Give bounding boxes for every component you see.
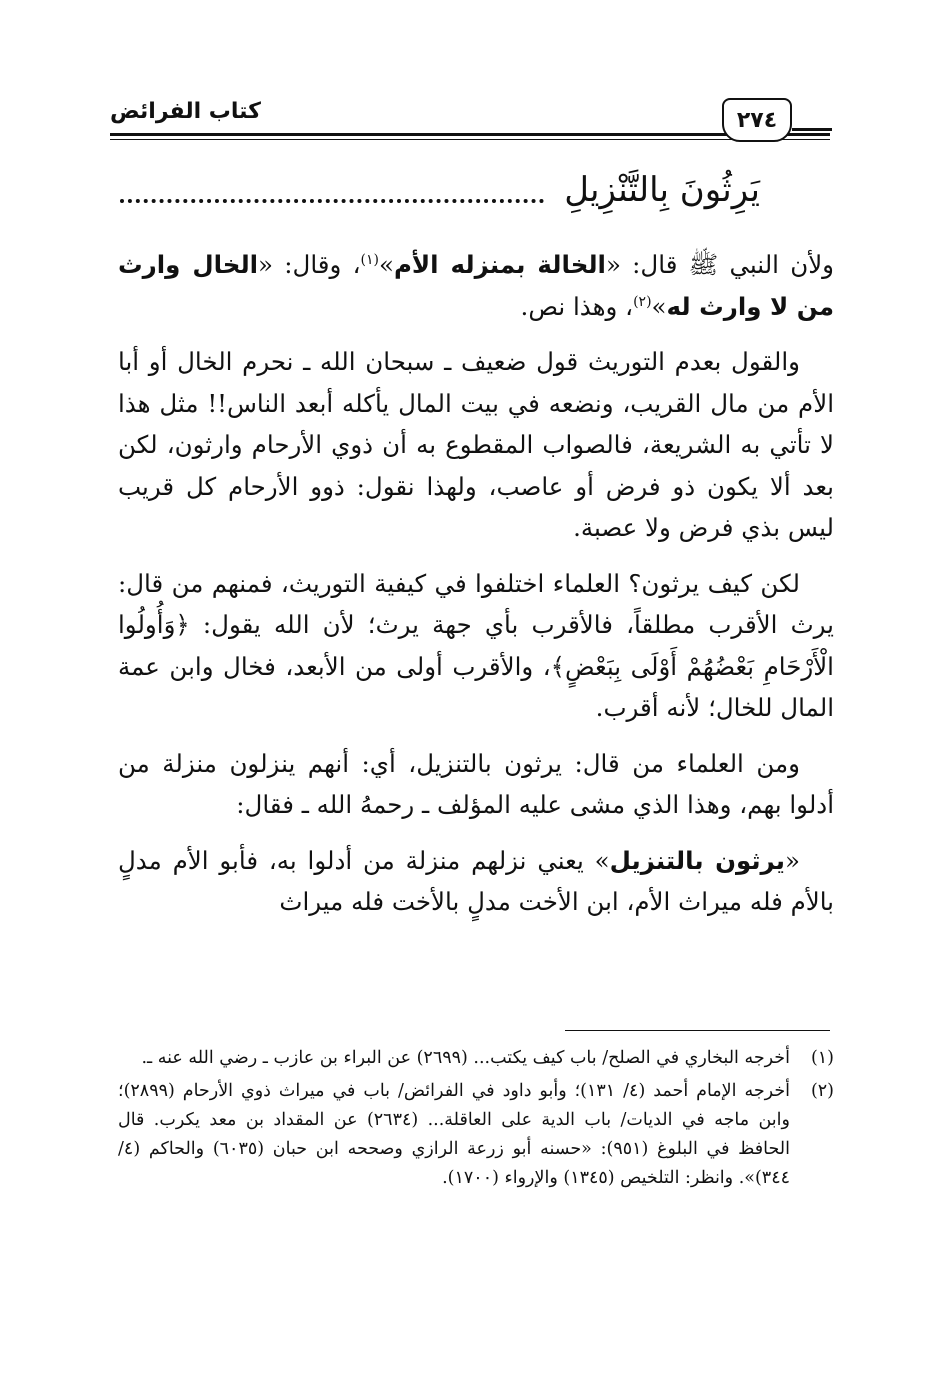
footnote-number: (١) (810, 1048, 834, 1068)
footnote-rule (565, 1030, 830, 1031)
footnote-text: أخرجه الإمام أحمد (٤/ ١٣١)؛ وأبو داود في الفرائض/ باب في ميراث ذوي الأرحام (٢٨٩٩)؛ وابن ماجه في الديات/ باب الدية على العاقلة... (٢٦٣٤) عن المقداد بن معد يكرب. قال الحافظ في البلوغ (٩٥١): «حسنه أبو زرعة الرازي وصححه ابن حبان (٦٠٣٥) والحاكم (٤/ ٣٤٤)». وانظر: التلخيص (١٣٤٥) والإرواء (١٧٠٠). (118, 1081, 790, 1188)
p1-text-c: » (378, 250, 394, 279)
page-number: ٢٧٤ (722, 98, 792, 142)
footnotes (118, 1044, 834, 1197)
page-number-bar (792, 128, 832, 131)
p5-text-a: « (785, 845, 800, 875)
p3-text-a: لكن كيف يرثون؟ العلماء اختلفوا في كيفية التوريث، فمنهم من قال: يرث الأقرب مطلقاً، فالأقرب بأي جهة يرث؛ لأن الله يقول: (118, 568, 834, 639)
hadith-quote-1: الخالة بمنزله الأم (393, 250, 606, 279)
paragraph-1 (118, 244, 834, 327)
paragraph-5 (118, 840, 834, 923)
running-header-title: كتاب الفرائض (110, 99, 261, 124)
p1-text-g: ، وهذا نص. (520, 291, 634, 321)
footnote-1 (118, 1044, 834, 1073)
section-heading-text: يَرِثُونَ بِالتَّنْزِيلِ (564, 170, 760, 210)
section-heading (120, 160, 760, 220)
footnote-text: أخرجه البخاري في الصلح/ باب كيف يكتب... (٢٦٩٩) عن البراء بن عازب ـ رضي الله عنه ـ. (141, 1048, 790, 1068)
matn-quote: يرثون بالتنزيل (609, 845, 785, 875)
header-rule (110, 133, 830, 140)
footnote-2 (118, 1077, 834, 1193)
quran-verse: ﴿وَأُولُوا الْأَرْحَامِ بَعْضُهُمْ أَوْلَى بِبَعْضٍ﴾ (118, 610, 834, 681)
p1-text-a: ولأن النبي ﷺ قال: « (605, 250, 834, 279)
footnote-number: (٢) (810, 1081, 834, 1101)
paragraph-3 (118, 563, 834, 729)
paragraph-4: ومن العلماء من قال: يرثون بالتنزيل، أي: أنهم ينزلون منزلة من أدلوا بهم، وهذا الذي مشى عليه المؤلف ـ رحمهُ الله ـ فقال: (118, 748, 834, 819)
paragraph-2: والقول بعدم التوريث قول ضعيف ـ سبحان الله ـ نحرم الخال أو أبا الأم من مال القريب، ونضعه في بيت المال يأكله أبعد الناس!! مثل هذا لا تأتي به الشريعة، فالصواب المقطوع به أن ذوي الأرحام وارثون، لكن بعد ألا يكون ذو فرض أو عاصب، ولهذا نقول: ذوو الأرحام كل قريب ليس بذي فرض ولا عصبة. (118, 347, 834, 542)
p1-text-d: ، وقال: « (258, 250, 361, 279)
p3-text-c: ، والأقرب أولى من الأبعد، فخال وابن عمة المال للخال؛ لأنه أقرب. (118, 651, 834, 722)
footnote-ref-1[interactable]: (١) (360, 251, 379, 268)
p5-text-c: » يعني نزلهم منزلة من أدلوا به، فأبو الأم مدلٍ بالأم فله ميراث الأم، ابن الأخت مدلٍ بالأخت فله ميراث (118, 845, 834, 916)
body-text (118, 244, 834, 937)
footnote-ref-2[interactable]: (٢) (633, 293, 652, 310)
hadith-quote-2: الخال وارث من لا وارث له (118, 250, 834, 321)
heading-dotted-leader (120, 199, 544, 203)
p1-text-f: » (651, 291, 667, 321)
